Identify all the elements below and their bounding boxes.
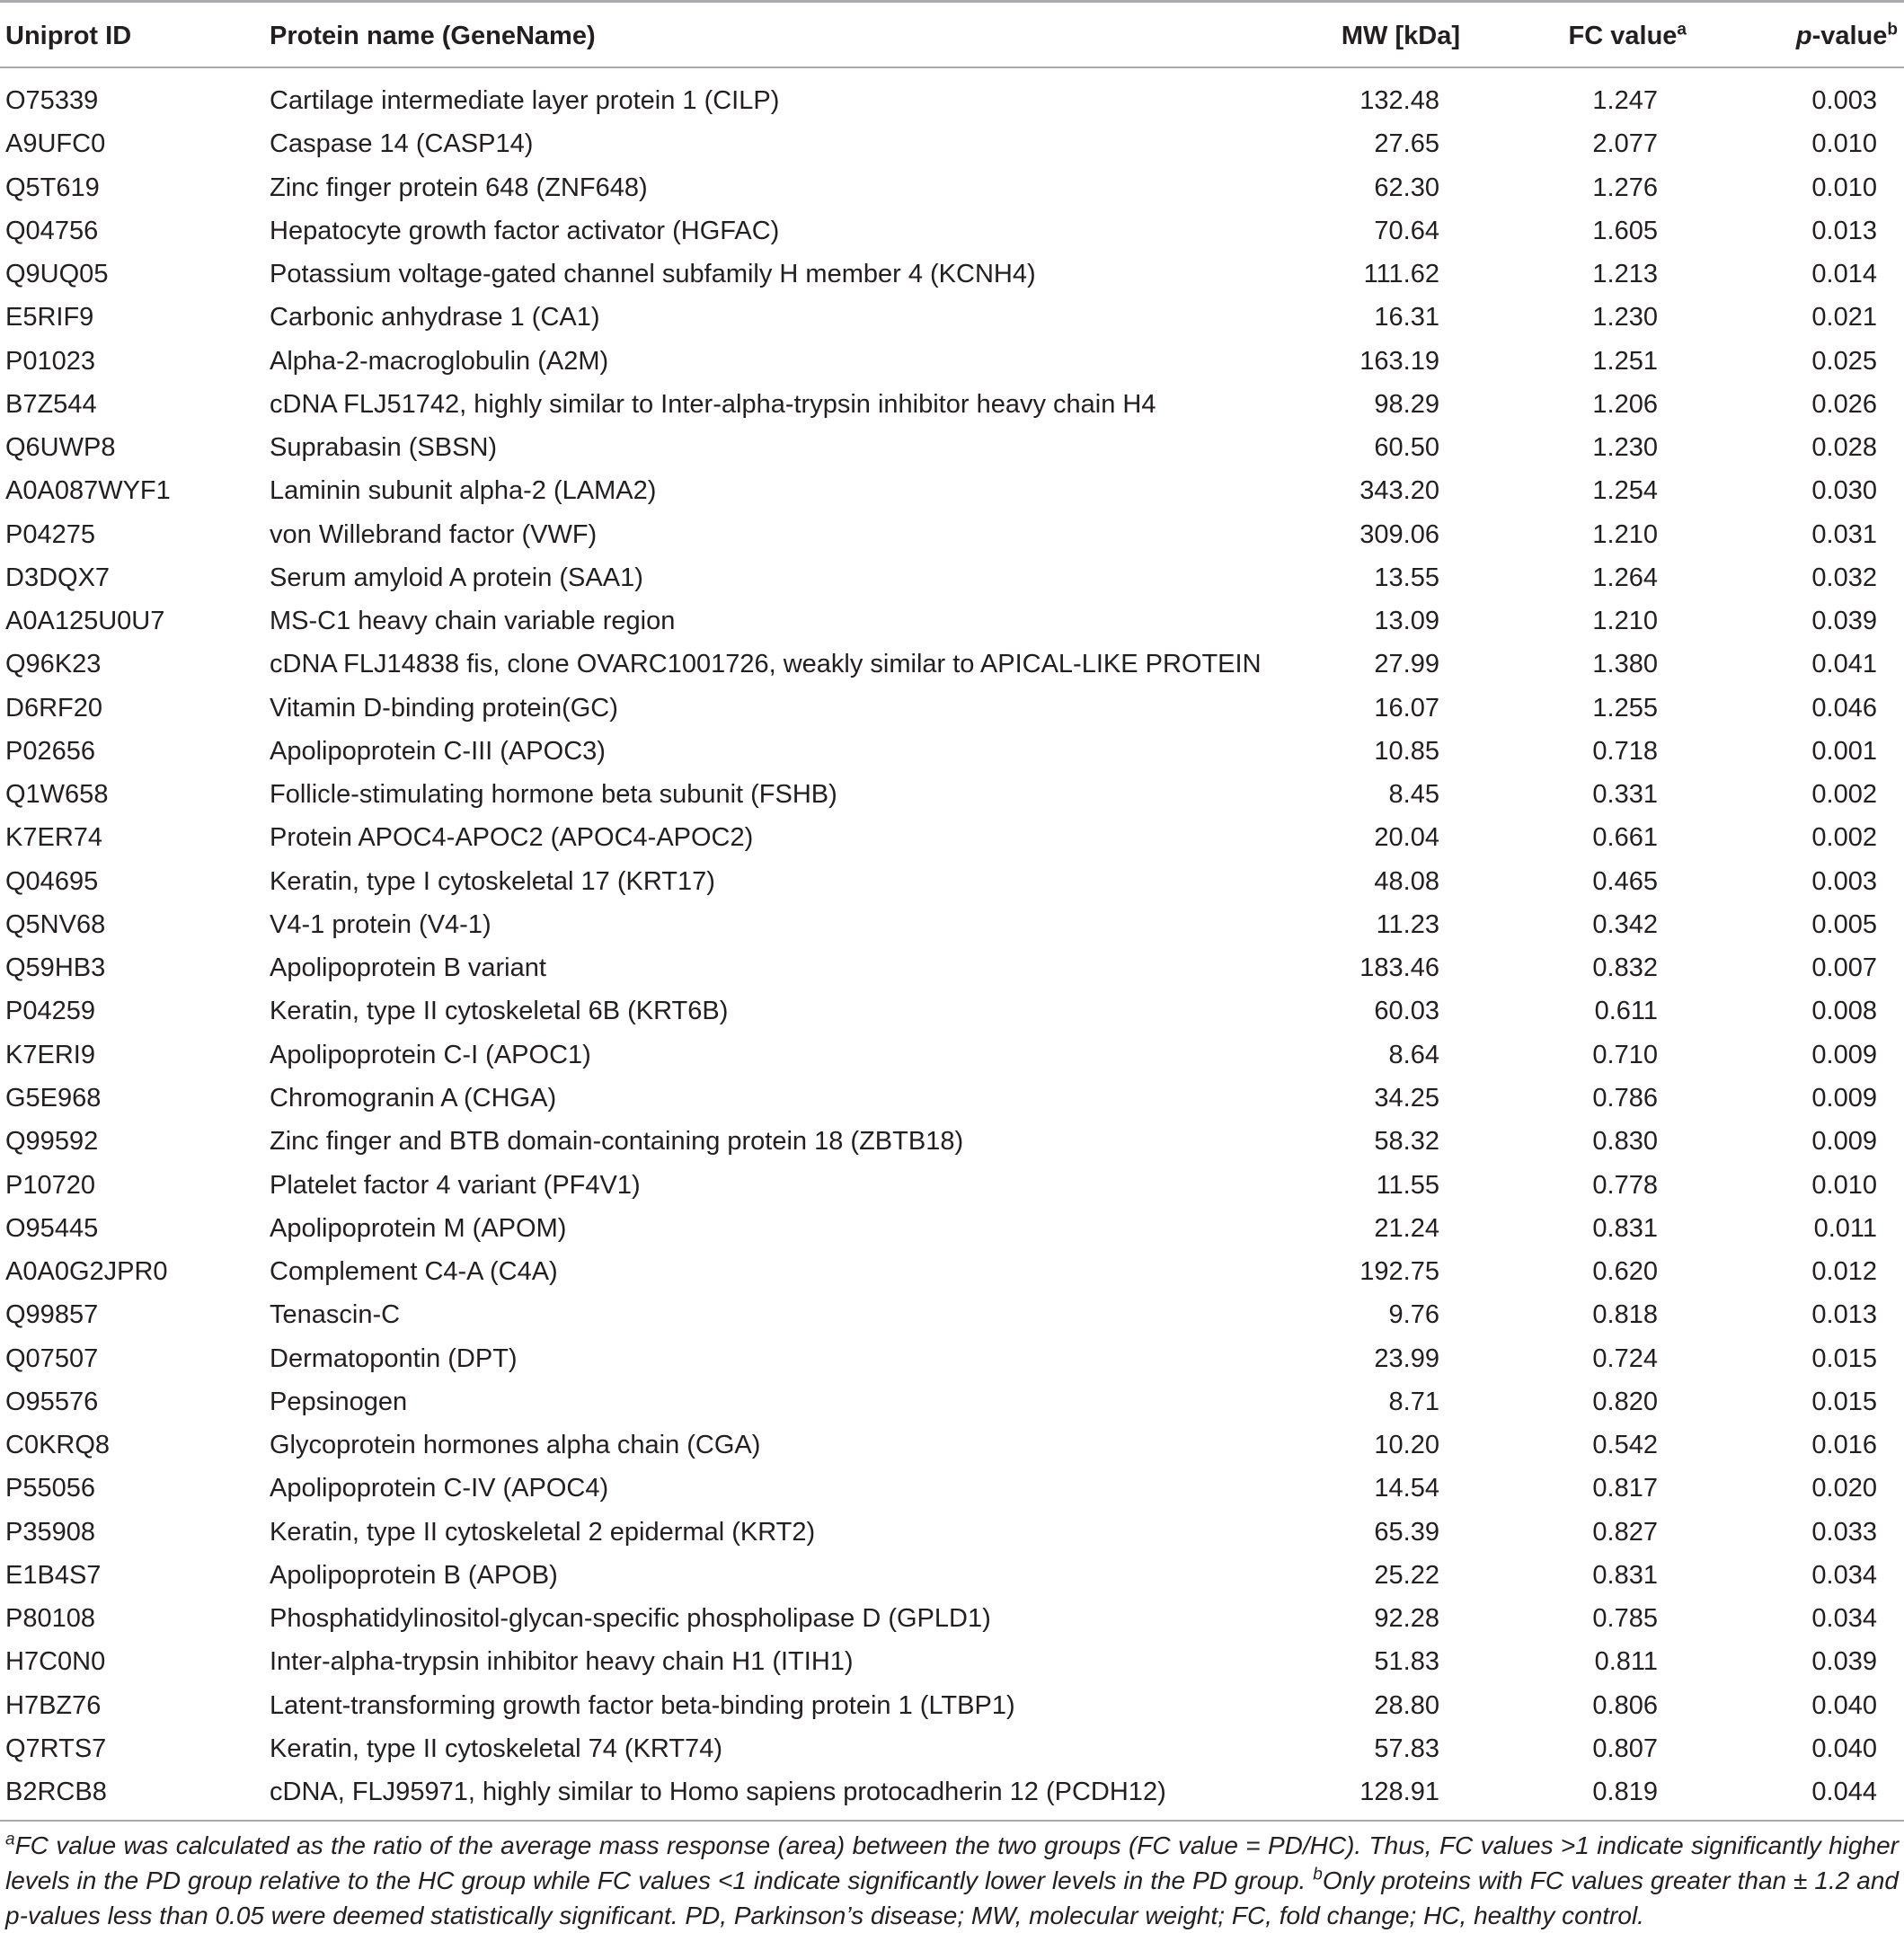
header-protein-name: Protein name (GeneName): [270, 22, 596, 50]
cell-fc-value: 0.785: [1592, 1604, 1658, 1634]
cell-uniprot-id: C0KRQ8: [5, 1431, 111, 1460]
cell-protein-name: Apolipoprotein C-IV (APOC4): [270, 1474, 609, 1503]
cell-mw: 163.19: [1359, 346, 1439, 376]
cell-fc-value: 0.819: [1592, 1778, 1658, 1807]
table-row: [0, 166, 1904, 209]
cell-mw: 62.30: [1374, 173, 1439, 202]
footnote-b-marker: b: [1313, 1865, 1323, 1884]
cell-p-value: 0.010: [1811, 1170, 1877, 1200]
cell-p-value: 0.007: [1811, 953, 1877, 983]
cell-protein-name: Protein APOC4-APOC2 (APOC4-APOC2): [270, 823, 754, 853]
cell-mw: 192.75: [1359, 1257, 1439, 1287]
cell-uniprot-id: K7ER74: [5, 823, 103, 853]
cell-mw: 25.22: [1374, 1560, 1439, 1590]
cell-p-value: 0.041: [1811, 650, 1877, 679]
cell-uniprot-id: Q9UQ05: [5, 260, 109, 289]
cell-mw: 10.85: [1374, 736, 1439, 766]
table-row: [0, 903, 1904, 946]
cell-protein-name: Apolipoprotein B variant: [270, 953, 546, 983]
cell-p-value: 0.040: [1811, 1733, 1877, 1763]
cell-protein-name: Vitamin D-binding protein(GC): [270, 693, 618, 723]
table-bottom-rule: [0, 1820, 1904, 1822]
cell-p-value: 0.010: [1811, 173, 1877, 202]
cell-mw: 8.45: [1388, 780, 1439, 810]
cell-p-value: 0.034: [1811, 1560, 1877, 1590]
cell-mw: 128.91: [1359, 1778, 1439, 1807]
cell-mw: 8.64: [1388, 1040, 1439, 1069]
cell-mw: 13.09: [1374, 607, 1439, 636]
cell-uniprot-id: E1B4S7: [5, 1560, 102, 1590]
cell-uniprot-id: Q59HB3: [5, 953, 106, 983]
table-row: [0, 1423, 1904, 1467]
cell-uniprot-id: Q5NV68: [5, 909, 106, 939]
footnote-a-text: FC value was calculated as the ratio of the average mass response (area) between the two groups (FC value = PD/HC). Thus, FC values >1 indicate significantly higher levels in the PD group relative to the HC group while FC values <1 indicate significantly lower levels in the PD group.: [5, 1831, 1899, 1894]
cell-fc-value: 0.820: [1592, 1387, 1658, 1416]
cell-mw: 309.06: [1359, 519, 1439, 549]
cell-protein-name: Carbonic anhydrase 1 (CA1): [270, 303, 600, 333]
cell-mw: 28.80: [1374, 1690, 1439, 1720]
cell-fc-value: 1.230: [1592, 303, 1658, 333]
cell-mw: 16.07: [1374, 693, 1439, 723]
cell-p-value: 0.016: [1811, 1431, 1877, 1460]
cell-protein-name: Laminin subunit alpha-2 (LAMA2): [270, 476, 657, 506]
cell-uniprot-id: P01023: [5, 346, 95, 376]
cell-fc-value: 0.718: [1592, 736, 1658, 766]
cell-mw: 60.03: [1374, 997, 1439, 1026]
cell-mw: 13.55: [1374, 563, 1439, 592]
cell-p-value: 0.005: [1811, 909, 1877, 939]
cell-uniprot-id: B7Z544: [5, 389, 97, 419]
table-row: [0, 1684, 1904, 1727]
cell-uniprot-id: H7BZ76: [5, 1690, 102, 1720]
cell-protein-name: Keratin, type I cytoskeletal 17 (KRT17): [270, 866, 715, 896]
cell-protein-name: Keratin, type II cytoskeletal 6B (KRT6B): [270, 997, 729, 1026]
cell-protein-name: Tenascin-C: [270, 1300, 401, 1330]
table-row: [0, 513, 1904, 556]
cell-p-value: 0.015: [1811, 1343, 1877, 1373]
cell-p-value: 0.044: [1811, 1778, 1877, 1807]
header-fc-value: [1569, 14, 1687, 58]
cell-mw: 16.31: [1374, 303, 1439, 333]
cell-protein-name: cDNA FLJ14838 fis, clone OVARC1001726, weakly similar to APICAL-LIKE PROTEIN: [270, 650, 1262, 679]
cell-uniprot-id: Q07507: [5, 1343, 99, 1373]
cell-uniprot-id: Q96K23: [5, 650, 102, 679]
cell-p-value: 0.009: [1811, 1040, 1877, 1069]
cell-mw: 11.23: [1376, 909, 1439, 939]
header-mw: MW [kDa]: [1341, 22, 1460, 50]
cell-protein-name: Apolipoprotein M (APOM): [270, 1213, 567, 1243]
cell-protein-name: Serum amyloid A protein (SAA1): [270, 563, 643, 592]
table-row: [0, 383, 1904, 426]
cell-mw: 60.50: [1374, 433, 1439, 463]
cell-protein-name: Cartilage intermediate layer protein 1 (CILP): [270, 86, 780, 115]
table-row: [0, 556, 1904, 599]
table-row: [0, 79, 1904, 122]
cell-protein-name: Zinc finger protein 648 (ZNF648): [270, 173, 648, 202]
cell-fc-value: 0.620: [1592, 1257, 1658, 1287]
cell-p-value: 0.020: [1811, 1474, 1877, 1503]
cell-fc-value: 1.264: [1592, 563, 1658, 592]
cell-mw: 10.20: [1374, 1431, 1439, 1460]
cell-p-value: 0.034: [1811, 1604, 1877, 1634]
cell-mw: 57.83: [1374, 1733, 1439, 1763]
table-row: [0, 1337, 1904, 1380]
cell-protein-name: Glycoprotein hormones alpha chain (CGA): [270, 1431, 761, 1460]
cell-fc-value: 0.807: [1592, 1733, 1658, 1763]
table-row: [0, 469, 1904, 512]
cell-protein-name: Apolipoprotein C-I (APOC1): [270, 1040, 591, 1069]
cell-p-value: 0.010: [1811, 129, 1877, 159]
cell-p-value: 0.026: [1811, 389, 1877, 419]
table-row: [0, 209, 1904, 253]
header-fc-value-footnote-marker: a: [1677, 20, 1687, 40]
cell-protein-name: Platelet factor 4 variant (PF4V1): [270, 1170, 641, 1200]
table-row: [0, 1511, 1904, 1554]
cell-fc-value: 0.817: [1592, 1474, 1658, 1503]
cell-fc-value: 0.827: [1592, 1517, 1658, 1547]
table-footnote: [5, 1828, 1899, 1933]
cell-uniprot-id: Q5T619: [5, 173, 100, 202]
cell-p-value: 0.003: [1811, 866, 1877, 896]
header-p-value: [1796, 14, 1898, 58]
cell-p-value: 0.025: [1811, 346, 1877, 376]
cell-mw: 9.76: [1388, 1300, 1439, 1330]
cell-mw: 27.99: [1374, 650, 1439, 679]
cell-uniprot-id: A0A0G2JPR0: [5, 1257, 168, 1287]
cell-p-value: 0.013: [1811, 1300, 1877, 1330]
cell-mw: 8.71: [1388, 1387, 1439, 1416]
cell-fc-value: 0.661: [1592, 823, 1658, 853]
cell-uniprot-id: P80108: [5, 1604, 95, 1634]
cell-fc-value: 1.247: [1592, 86, 1658, 115]
header-p-value-italic-p: p: [1795, 22, 1812, 50]
cell-mw: 92.28: [1374, 1604, 1439, 1634]
cell-uniprot-id: Q04695: [5, 866, 99, 896]
cell-fc-value: 1.210: [1592, 519, 1658, 549]
cell-p-value: 0.021: [1811, 303, 1877, 333]
cell-uniprot-id: P10720: [5, 1170, 95, 1200]
cell-protein-name: Phosphatidylinositol-glycan-specific phospholipase D (GPLD1): [270, 1604, 991, 1634]
cell-fc-value: 0.724: [1592, 1343, 1658, 1373]
cell-uniprot-id: K7ERI9: [5, 1040, 95, 1069]
cell-mw: 23.99: [1374, 1343, 1439, 1373]
table-row: [0, 773, 1904, 816]
cell-mw: 48.08: [1374, 866, 1439, 896]
cell-protein-name: Inter-alpha-trypsin inhibitor heavy chain H1 (ITIH1): [270, 1647, 854, 1677]
cell-p-value: 0.039: [1811, 1647, 1877, 1677]
cell-protein-name: Follicle-stimulating hormone beta subunit (FSHB): [270, 780, 837, 810]
cell-protein-name: Dermatopontin (DPT): [270, 1343, 518, 1373]
cell-fc-value: 0.786: [1592, 1083, 1658, 1113]
cell-protein-name: Latent-transforming growth factor beta-binding protein 1 (LTBP1): [270, 1690, 1015, 1720]
table-row: [0, 122, 1904, 165]
cell-fc-value: 0.830: [1592, 1127, 1658, 1157]
cell-p-value: 0.002: [1811, 823, 1877, 853]
cell-mw: 11.55: [1376, 1170, 1439, 1200]
cell-p-value: 0.028: [1811, 433, 1877, 463]
cell-fc-value: 0.811: [1594, 1647, 1658, 1677]
cell-uniprot-id: P35908: [5, 1517, 95, 1547]
cell-mw: 14.54: [1374, 1474, 1439, 1503]
table-row: [0, 1467, 1904, 1510]
cell-uniprot-id: E5RIF9: [5, 303, 94, 333]
cell-mw: 343.20: [1359, 476, 1439, 506]
cell-uniprot-id: P04275: [5, 519, 95, 549]
cell-uniprot-id: A0A125U0U7: [5, 607, 165, 636]
cell-fc-value: 1.605: [1592, 216, 1658, 245]
table-row: [0, 730, 1904, 773]
cell-uniprot-id: D6RF20: [5, 693, 102, 723]
cell-uniprot-id: Q99592: [5, 1127, 99, 1157]
cell-p-value: 0.001: [1811, 736, 1877, 766]
cell-protein-name: Apolipoprotein B (APOB): [270, 1560, 558, 1590]
cell-fc-value: 0.832: [1592, 953, 1658, 983]
header-uniprot-id: Uniprot ID: [5, 22, 132, 50]
table-row: [0, 1207, 1904, 1250]
cell-uniprot-id: Q99857: [5, 1300, 99, 1330]
cell-protein-name: MS-C1 heavy chain variable region: [270, 607, 676, 636]
cell-uniprot-id: Q7RTS7: [5, 1733, 107, 1763]
cell-mw: 58.32: [1374, 1127, 1439, 1157]
cell-uniprot-id: O75339: [5, 86, 99, 115]
cell-protein-name: Suprabasin (SBSN): [270, 433, 498, 463]
cell-protein-name: cDNA, FLJ95971, highly similar to Homo sapiens protocadherin 12 (PCDH12): [270, 1778, 1166, 1807]
cell-uniprot-id: G5E968: [5, 1083, 102, 1113]
header-rule: [0, 67, 1904, 68]
cell-protein-name: Keratin, type II cytoskeletal 74 (KRT74): [270, 1733, 722, 1763]
cell-fc-value: 0.331: [1592, 780, 1658, 810]
cell-uniprot-id: A0A087WYF1: [5, 476, 171, 506]
cell-fc-value: 0.342: [1592, 909, 1658, 939]
cell-fc-value: 0.831: [1592, 1213, 1658, 1243]
cell-mw: 21.24: [1374, 1213, 1439, 1243]
cell-mw: 51.83: [1374, 1647, 1439, 1677]
table-row: [0, 860, 1904, 903]
table-row: [0, 1597, 1904, 1640]
cell-protein-name: Pepsinogen: [270, 1387, 408, 1416]
cell-uniprot-id: Q04756: [5, 216, 99, 245]
table-row: [0, 1033, 1904, 1077]
table-row: [0, 989, 1904, 1033]
footnote-b-text: Only proteins with FC values greater than ± 1.2 and p-values less than 0.05 were deemed statistically significant. PD, Parkinson’s disease; MW, molecular weight; FC, fold change; HC, healthy control.: [5, 1866, 1899, 1929]
cell-p-value: 0.013: [1811, 216, 1877, 245]
cell-protein-name: Zinc finger and BTB domain-containing protein 18 (ZBTB18): [270, 1127, 964, 1157]
cell-uniprot-id: O95576: [5, 1387, 99, 1416]
cell-protein-name: von Willebrand factor (VWF): [270, 519, 598, 549]
cell-fc-value: 1.230: [1592, 433, 1658, 463]
cell-protein-name: Caspase 14 (CASP14): [270, 129, 534, 159]
cell-uniprot-id: P02656: [5, 736, 95, 766]
table-row: [0, 340, 1904, 383]
cell-fc-value: 0.542: [1592, 1431, 1658, 1460]
cell-fc-value: 1.251: [1592, 346, 1658, 376]
header-p-value-label: -value: [1811, 22, 1888, 50]
table-top-rule: [0, 0, 1904, 3]
cell-mw: 70.64: [1374, 216, 1439, 245]
cell-uniprot-id: B2RCB8: [5, 1778, 107, 1807]
cell-p-value: 0.011: [1813, 1213, 1877, 1243]
cell-uniprot-id: A9UFC0: [5, 129, 106, 159]
cell-mw: 111.62: [1363, 260, 1439, 289]
cell-mw: 183.46: [1359, 953, 1439, 983]
cell-fc-value: 1.380: [1592, 650, 1658, 679]
cell-p-value: 0.030: [1811, 476, 1877, 506]
table-row: [0, 1077, 1904, 1120]
cell-mw: 27.65: [1374, 129, 1439, 159]
table-row: [0, 1640, 1904, 1683]
cell-p-value: 0.040: [1811, 1690, 1877, 1720]
cell-p-value: 0.003: [1811, 86, 1877, 115]
table-row: [0, 946, 1904, 989]
cell-p-value: 0.014: [1811, 260, 1877, 289]
cell-protein-name: Potassium voltage-gated channel subfamily H member 4 (KCNH4): [270, 260, 1036, 289]
table-header-row: [0, 14, 1904, 58]
cell-fc-value: 0.818: [1592, 1300, 1658, 1330]
cell-p-value: 0.015: [1811, 1387, 1877, 1416]
cell-p-value: 0.009: [1811, 1083, 1877, 1113]
cell-protein-name: Hepatocyte growth factor activator (HGFAC): [270, 216, 780, 245]
cell-uniprot-id: Q6UWP8: [5, 433, 116, 463]
cell-p-value: 0.046: [1811, 693, 1877, 723]
cell-fc-value: 0.710: [1592, 1040, 1658, 1069]
cell-mw: 20.04: [1374, 823, 1439, 853]
cell-fc-value: 1.210: [1592, 607, 1658, 636]
cell-p-value: 0.033: [1811, 1517, 1877, 1547]
cell-p-value: 0.032: [1811, 563, 1877, 592]
cell-fc-value: 0.611: [1594, 997, 1658, 1026]
table-row: [0, 599, 1904, 643]
cell-fc-value: 2.077: [1592, 129, 1658, 159]
table-row: [0, 1770, 1904, 1813]
header-p-value-footnote-marker: b: [1887, 20, 1898, 40]
header-fc-value-label: FC value: [1568, 22, 1678, 50]
cell-protein-name: cDNA FLJ51742, highly similar to Inter-alpha-trypsin inhibitor heavy chain H4: [270, 389, 1156, 419]
cell-fc-value: 0.806: [1592, 1690, 1658, 1720]
cell-fc-value: 1.254: [1592, 476, 1658, 506]
cell-uniprot-id: Q1W658: [5, 780, 109, 810]
cell-fc-value: 1.206: [1592, 389, 1658, 419]
cell-fc-value: 1.255: [1592, 693, 1658, 723]
cell-fc-value: 0.778: [1592, 1170, 1658, 1200]
table-row: [0, 1293, 1904, 1336]
cell-mw: 98.29: [1374, 389, 1439, 419]
cell-protein-name: V4-1 protein (V4-1): [270, 909, 491, 939]
table-row: [0, 1250, 1904, 1293]
cell-protein-name: Keratin, type II cytoskeletal 2 epidermal (KRT2): [270, 1517, 816, 1547]
cell-p-value: 0.039: [1811, 607, 1877, 636]
table-row: [0, 426, 1904, 469]
table-row: [0, 687, 1904, 730]
table-row: [0, 296, 1904, 339]
table-row: [0, 816, 1904, 859]
table-row: [0, 643, 1904, 686]
cell-p-value: 0.002: [1811, 780, 1877, 810]
cell-uniprot-id: O95445: [5, 1213, 99, 1243]
cell-fc-value: 1.213: [1592, 260, 1658, 289]
cell-p-value: 0.012: [1811, 1257, 1877, 1287]
cell-protein-name: Alpha-2-macroglobulin (A2M): [270, 346, 609, 376]
cell-protein-name: Complement C4-A (C4A): [270, 1257, 558, 1287]
cell-mw: 65.39: [1374, 1517, 1439, 1547]
table-row: [0, 1380, 1904, 1423]
cell-mw: 34.25: [1374, 1083, 1439, 1113]
table-row: [0, 1120, 1904, 1163]
cell-fc-value: 0.831: [1592, 1560, 1658, 1590]
cell-uniprot-id: P04259: [5, 997, 95, 1026]
cell-p-value: 0.031: [1811, 519, 1877, 549]
table-row: [0, 1727, 1904, 1770]
cell-uniprot-id: D3DQX7: [5, 563, 111, 592]
cell-protein-name: Chromogranin A (CHGA): [270, 1083, 557, 1113]
cell-uniprot-id: P55056: [5, 1474, 95, 1503]
cell-mw: 132.48: [1359, 86, 1439, 115]
cell-p-value: 0.008: [1811, 997, 1877, 1026]
footnote-a-marker: a: [5, 1830, 15, 1849]
cell-fc-value: 0.465: [1592, 866, 1658, 896]
table-row: [0, 253, 1904, 296]
table-row: [0, 1554, 1904, 1597]
table-row: [0, 1164, 1904, 1207]
cell-protein-name: Apolipoprotein C-III (APOC3): [270, 736, 606, 766]
cell-p-value: 0.009: [1811, 1127, 1877, 1157]
cell-uniprot-id: H7C0N0: [5, 1647, 106, 1677]
cell-fc-value: 1.276: [1592, 173, 1658, 202]
